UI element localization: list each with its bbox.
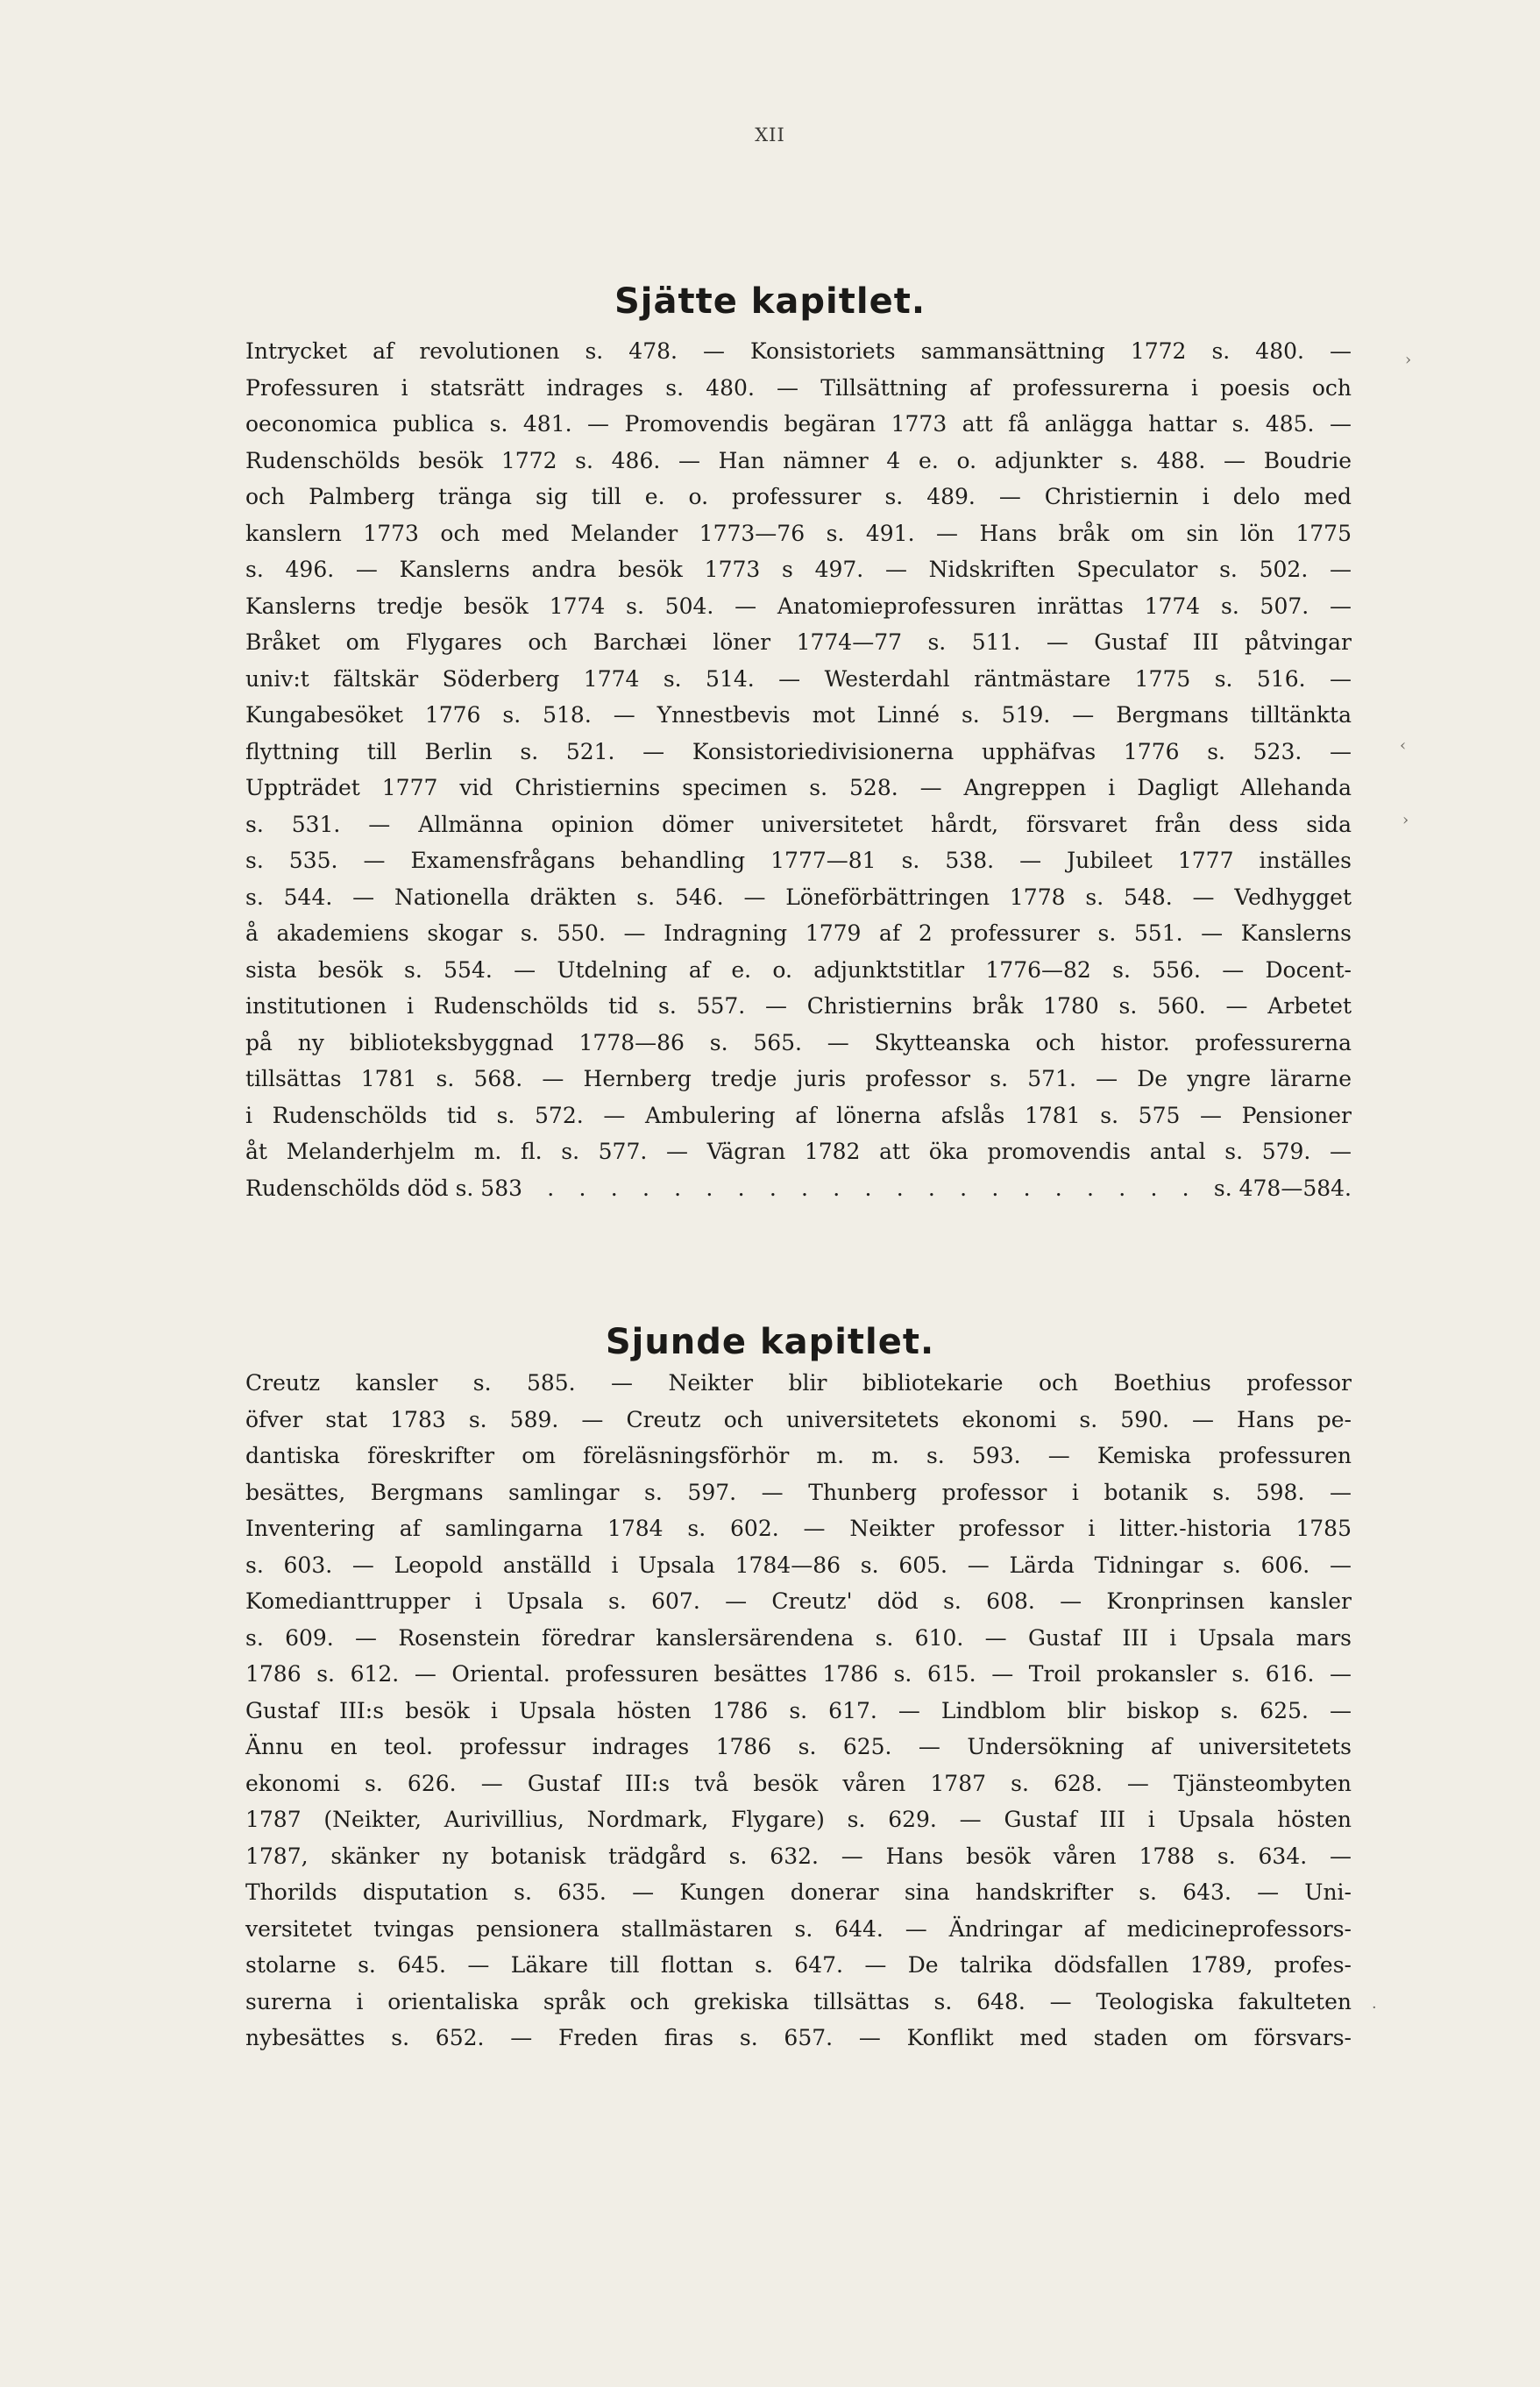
summary-line: s. 544. — Nationella dräkten s. 546. — Löneförbättringen 1778 s. 548. — Vedhygget bbox=[245, 884, 1352, 910]
dot-leader-dot: . bbox=[578, 1175, 586, 1201]
dot-leader-dot: . bbox=[833, 1175, 841, 1201]
chapter-seven-summary bbox=[245, 1365, 1352, 2057]
summary-line: Kungabesöket 1776 s. 518. — Ynnestbevis mot Linné s. 519. — Bergmans tilltänkta bbox=[245, 702, 1352, 728]
summary-line: institutionen i Rudenschölds tid s. 557. — Christiernins bråk 1780 s. 560. — Arbetet bbox=[245, 993, 1352, 1019]
summary-line: s. 603. — Leopold anställd i Upsala 1784—86 s. 605. — Lärda Tidningar s. 606. — bbox=[245, 1552, 1352, 1578]
dot-leader-dot: . bbox=[674, 1175, 682, 1201]
dot-leader-dot: . bbox=[864, 1175, 872, 1201]
summary-line: dantiska föreskrifter om föreläsningsförhör m. m. s. 593. — Kemiska professuren bbox=[245, 1443, 1352, 1468]
summary-line: flyttning till Berlin s. 521. — Konsistoriedivisionerna upphäfvas 1776 s. 523. — bbox=[245, 738, 1352, 764]
summary-line: oeconomica publica s. 481. — Promovendis begäran 1773 att få anlägga hattar s. 485. — bbox=[245, 411, 1352, 437]
dot-leader-dot: . bbox=[1087, 1175, 1094, 1201]
dot-leader-dot: . bbox=[610, 1175, 618, 1201]
summary-line: 1787 (Neikter, Aurivillius, Nordmark, Flygare) s. 629. — Gustaf III i Upsala hösten bbox=[245, 1807, 1352, 1832]
summary-line: s. 535. — Examensfrågans behandling 1777—81 s. 538. — Jubileet 1777 inställes bbox=[245, 848, 1352, 873]
margin-speck: · bbox=[1372, 1999, 1377, 2017]
margin-speck: › bbox=[1405, 351, 1412, 369]
page-range-line bbox=[245, 1170, 1352, 1207]
summary-line: Creutz kansler s. 585. — Neikter blir bibliotekarie och Boethius professor bbox=[245, 1370, 1352, 1396]
dot-leader-dot: . bbox=[1054, 1175, 1062, 1201]
summary-line: Inventering af samlingarna 1784 s. 602. — Neikter professor i litter.-historia 1785 bbox=[245, 1516, 1352, 1541]
summary-line: s. 496. — Kanslerns andra besök 1773 s 497. — Nidskriften Speculator s. 502. — bbox=[245, 557, 1352, 582]
summary-line: Rudenschölds besök 1772 s. 486. — Han nämner 4 e. o. adjunkter s. 488. — Boudrie bbox=[245, 447, 1352, 473]
summary-line: Professuren i statsrätt indrages s. 480. — Tillsättning af professurerna i poesis och bbox=[245, 374, 1352, 401]
summary-line: Bråket om Flygares och Barchæi löner 1774—77 s. 511. — Gustaf III påtvingar bbox=[245, 629, 1352, 655]
chapter-six-heading: Sjätte kapitlet. bbox=[614, 281, 926, 323]
summary-line: tillsättas 1781 s. 568. — Hernberg tredje juris professor s. 571. — De yngre lärarne bbox=[245, 1066, 1352, 1091]
summary-line: s. 609. — Rosenstein föredrar kanslersärendena s. 610. — Gustaf III i Upsala mars bbox=[245, 1624, 1352, 1651]
summary-line: Komedianttrupper i Upsala s. 607. — Creutz' död s. 608. — Kronprinsen kansler bbox=[245, 1588, 1352, 1614]
summary-line: Gustaf III:s besök i Upsala hösten 1786 s. 617. — Lindblom blir biskop s. 625. — bbox=[245, 1697, 1352, 1723]
dot-leader-dot: . bbox=[642, 1175, 649, 1201]
summary-line: versitetet tvingas pensionera stallmästaren s. 644. — Ändringar af medicineprofessors- bbox=[245, 1915, 1352, 1942]
margin-speck: ‹ bbox=[1400, 736, 1407, 755]
summary-line: 1786 s. 612. — Oriental. professuren besättes 1786 s. 615. — Troil prokansler s. 616. — bbox=[245, 1661, 1352, 1687]
summary-line: åt Melanderhjelm m. fl. s. 577. — Vägran 1782 att öka promovendis antal s. 579. — bbox=[245, 1139, 1352, 1164]
dot-leader-dot: . bbox=[1118, 1175, 1126, 1201]
summary-line: Intrycket af revolutionen s. 478. — Konsistoriets sammansättning 1772 s. 480. — bbox=[245, 338, 1352, 364]
summary-line: i Rudenschölds tid s. 572. — Ambulering af lönerna afslås 1781 s. 575 — Pensioner bbox=[245, 1102, 1352, 1128]
summary-line: Ännu en teol. professur indrages 1786 s. 625. — Undersökning af universitetets bbox=[245, 1734, 1352, 1759]
dot-leader-dot: . bbox=[1150, 1175, 1158, 1201]
dot-leader-dot: . bbox=[706, 1175, 713, 1201]
summary-line: sista besök s. 554. — Utdelning af e. o. adjunktstitlar 1776—82 s. 556. — Docent- bbox=[245, 956, 1352, 983]
dot-leader-dot: . bbox=[547, 1175, 555, 1201]
dot-leader-dot: . bbox=[801, 1175, 808, 1201]
dot-leader-dot: . bbox=[769, 1175, 777, 1201]
summary-line: öfver stat 1783 s. 589. — Creutz och universitetets ekonomi s. 590. — Hans pe- bbox=[245, 1406, 1352, 1432]
summary-line: å akademiens skogar s. 550. — Indragning 1779 af 2 professurer s. 551. — Kanslerns bbox=[245, 920, 1352, 946]
final-page-range: s. 478—584. bbox=[1213, 1175, 1352, 1201]
summary-line: s. 531. — Allmänna opinion dömer universitetet hårdt, försvaret från dess sida bbox=[245, 811, 1352, 837]
dot-leader-dot: . bbox=[737, 1175, 745, 1201]
summary-line: besättes, Bergmans samlingar s. 597. — Thunberg professor i botanik s. 598. — bbox=[245, 1479, 1352, 1505]
dot-leader-dot: . bbox=[1182, 1175, 1189, 1201]
summary-line: på ny biblioteksbyggnad 1778—86 s. 565. — Skytteanska och histor. professurerna bbox=[245, 1029, 1352, 1055]
summary-line: univ:t fältskär Söderberg 1774 s. 514. — Westerdahl räntmästare 1775 s. 516. — bbox=[245, 665, 1352, 692]
summary-line: surerna i orientaliska språk och grekiska tillsättas s. 648. — Teologiska fakulteten bbox=[245, 1988, 1352, 2014]
dot-leader-dot: . bbox=[927, 1175, 935, 1201]
summary-line: kanslern 1773 och med Melander 1773—76 s. 491. — Hans bråk om sin lön 1775 bbox=[245, 520, 1352, 546]
dot-leader-dot: . bbox=[960, 1175, 968, 1201]
summary-line: nybesättes s. 652. — Freden firas s. 657. — Konflikt med staden om försvars- bbox=[245, 2025, 1352, 2050]
summary-line: Kanslerns tredje besök 1774 s. 504. — Anatomieprofessuren inrättas 1774 s. 507. — bbox=[245, 593, 1352, 619]
summary-line: Uppträdet 1777 vid Christiernins specimen s. 528. — Angreppen i Dagligt Allehanda bbox=[245, 775, 1352, 800]
chapter-six-summary bbox=[245, 333, 1352, 1206]
summary-line: 1787, skänker ny botanisk trädgård s. 632. — Hans besök våren 1788 s. 634. — bbox=[245, 1843, 1352, 1869]
summary-line: Thorilds disputation s. 635. — Kungen donerar sina handskrifter s. 643. — Uni- bbox=[245, 1879, 1352, 1905]
dot-leader-dot: . bbox=[896, 1175, 904, 1201]
summary-line: stolarne s. 645. — Läkare till flottan s. 647. — De talrika dödsfallen 1789, profes- bbox=[245, 1952, 1352, 1978]
summary-line: och Palmberg tränga sig till e. o. professurer s. 489. — Christiernin i delo med bbox=[245, 484, 1352, 509]
dot-leader-dot: . bbox=[991, 1175, 999, 1201]
dot-leader-dot: . bbox=[1023, 1175, 1031, 1201]
summary-line: ekonomi s. 626. — Gustaf III:s två besök våren 1787 s. 628. — Tjänsteombyten bbox=[245, 1770, 1352, 1796]
chapter-seven-heading: Sjunde kapitlet. bbox=[605, 1322, 935, 1363]
final-entry: Rudenschölds död s. 583 bbox=[245, 1175, 523, 1201]
margin-speck: › bbox=[1402, 811, 1409, 829]
page-number: XII bbox=[755, 124, 785, 146]
